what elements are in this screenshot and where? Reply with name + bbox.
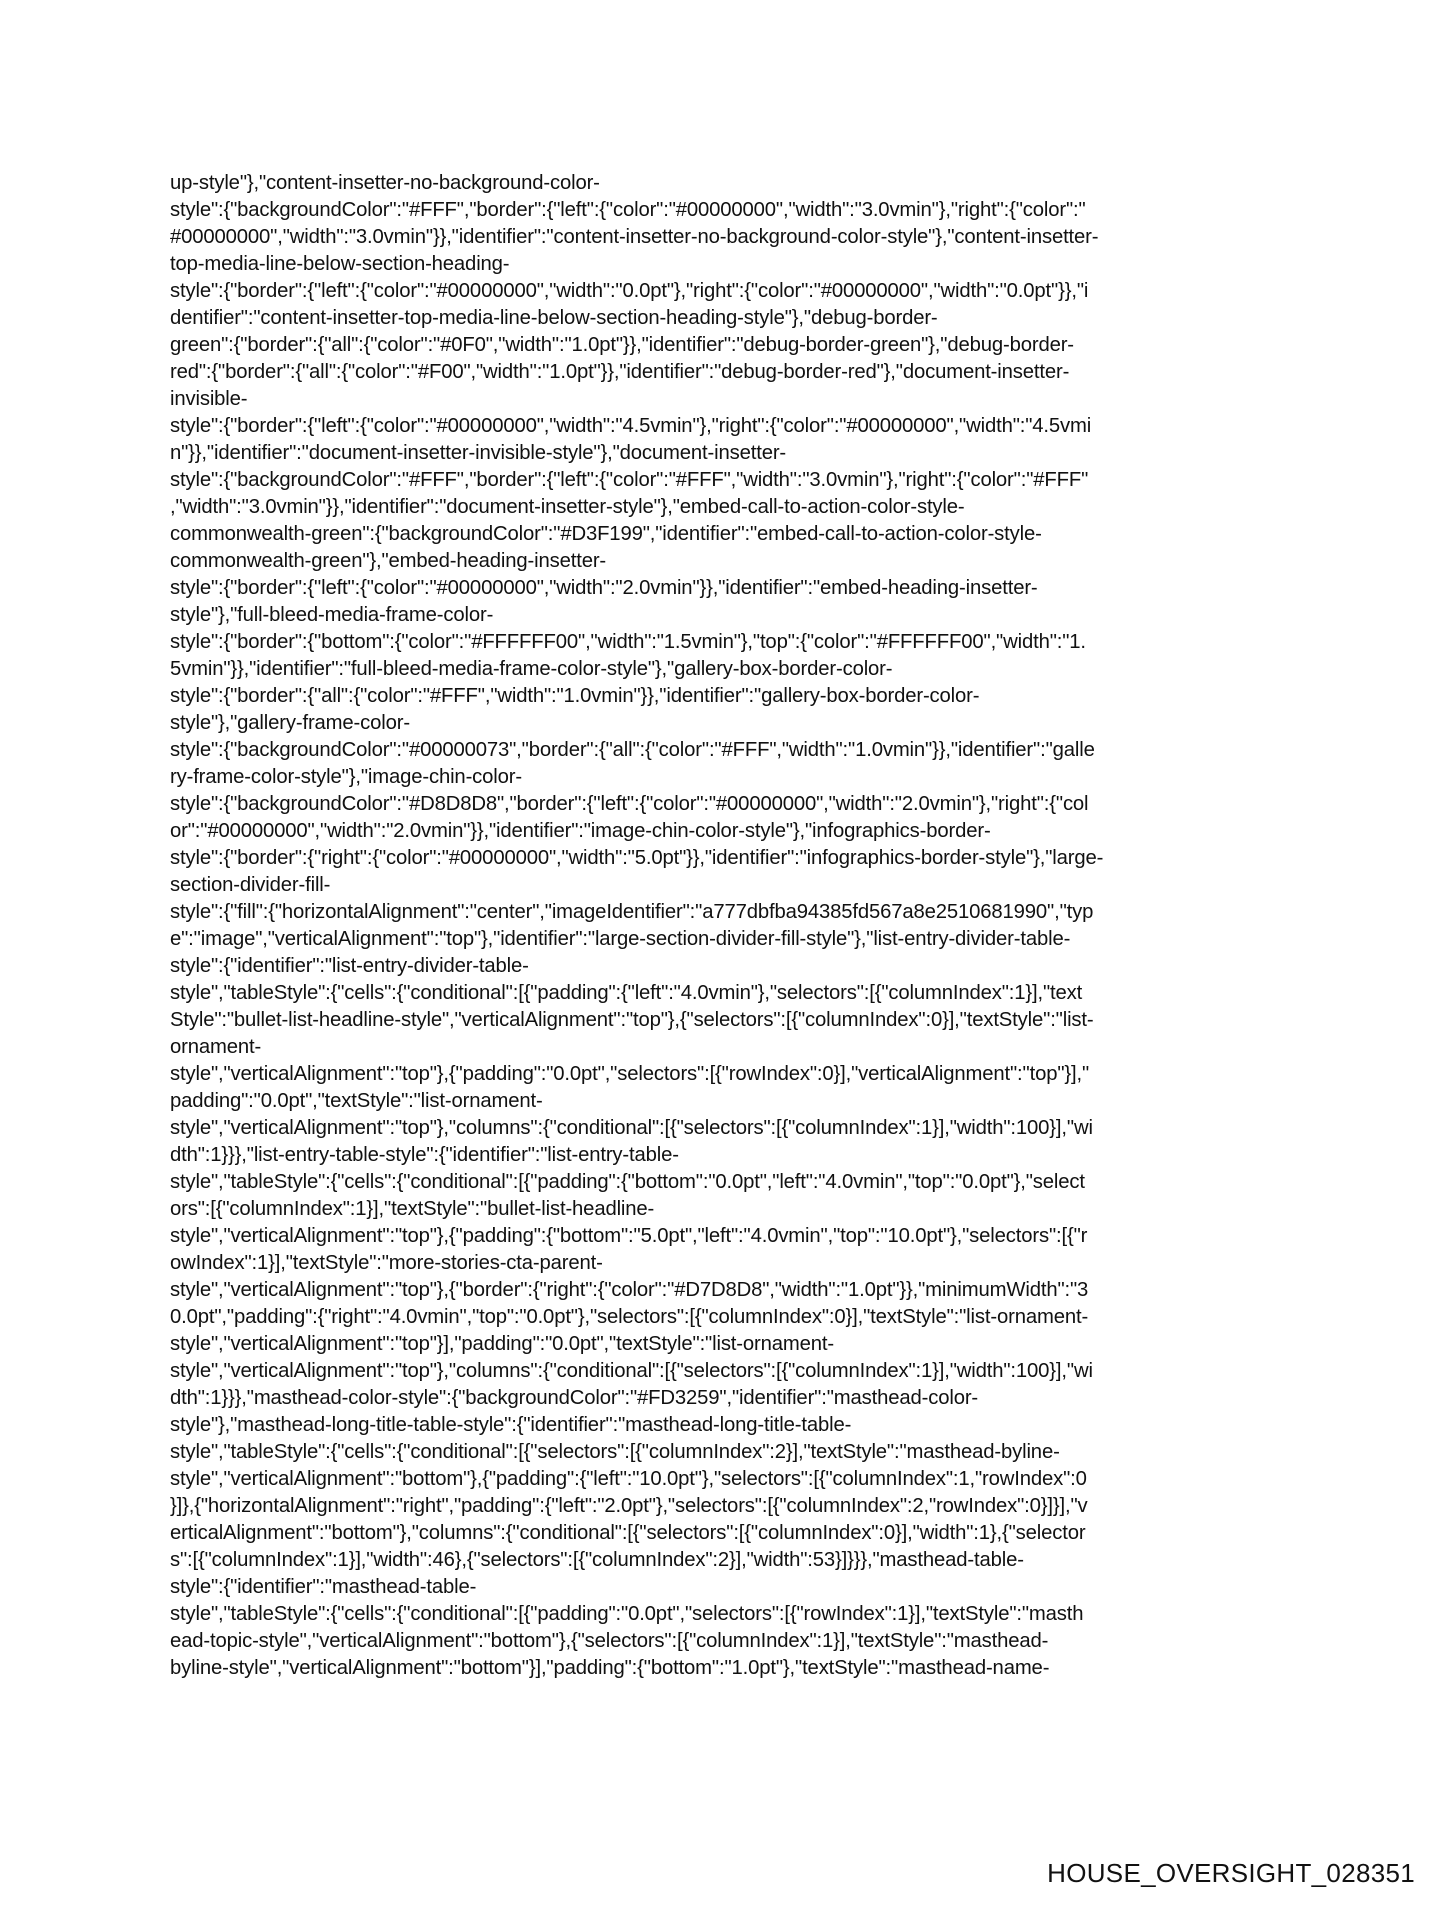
text-line: style","verticalAlignment":"top"}],"padding":"0.0pt","textStyle":"list-ornament-: [170, 1333, 834, 1355]
text-line: style":{"backgroundColor":"#FFF","border":{"left":{"color":"#FFF","width":"3.0vmin"},"right":{"color":"#FFF": [170, 469, 1089, 491]
text-line: s":[{"columnIndex":1}],"width":46},{"selectors":[{"columnIndex":2}],"width":53}]}}},"masthead-table-: [170, 1549, 1024, 1571]
text-line: style","verticalAlignment":"top"},{"padding":"0.0pt","selectors":[{"rowIndex":0}],"verticalAlignment":"top"}],": [170, 1063, 1090, 1085]
text-line: style":{"backgroundColor":"#00000073","border":{"all":{"color":"#FFF","width":"1.0vmin"}},"identifier":"galle: [170, 739, 1095, 761]
text-line: style","verticalAlignment":"top"},{"border":{"right":{"color":"#D7D8D8","width":"1.0pt"}},"minimumWidth":"3: [170, 1279, 1089, 1301]
text-line: ors":[{"columnIndex":1}],"textStyle":"bullet-list-headline-: [170, 1198, 655, 1220]
text-line: e":"image","verticalAlignment":"top"},"identifier":"large-section-divider-fill-style"},"list-entry-divider-table-: [170, 928, 1071, 950]
text-line: style":{"border":{"bottom":{"color":"#FFFFFF00","width":"1.5vmin"},"top":{"color":"#FFFFFF00","width":"1.: [170, 631, 1086, 653]
text-line: commonwealth-green"},"embed-heading-insetter-: [170, 550, 607, 572]
text-line: style":{"border":{"left":{"color":"#00000000","width":"0.0pt"},"right":{"color":"#00000000","width":"0.0pt"}},"i: [170, 280, 1089, 302]
text-line: red":{"border":{"all":{"color":"#F00","width":"1.0pt"}},"identifier":"debug-border-red"},"document-insetter-: [170, 361, 1070, 383]
text-line: style"},"gallery-frame-color-: [170, 712, 410, 734]
text-line: dentifier":"content-insetter-top-media-line-below-section-heading-style"},"debug-border-: [170, 307, 938, 329]
text-line: 5vmin"}},"identifier":"full-bleed-media-frame-color-style"},"gallery-box-border-color-: [170, 658, 893, 680]
text-line: invisible-: [170, 388, 248, 410]
text-line: erticalAlignment":"bottom"},"columns":{"conditional":[{"selectors":[{"columnIndex":0}],"width":1},{"selector: [170, 1522, 1086, 1544]
text-line: green":{"border":{"all":{"color":"#0F0","width":"1.0pt"}},"identifier":"debug-border-green"},"debug-border-: [170, 334, 1074, 356]
text-line: up-style"},"content-insetter-no-background-color-: [170, 172, 600, 194]
text-line: style":{"border":{"left":{"color":"#00000000","width":"2.0vmin"}},"identifier":"embed-heading-insetter-: [170, 577, 1038, 599]
text-line: n"}},"identifier":"document-insetter-invisible-style"},"document-insetter-: [170, 442, 787, 464]
text-line: style"},"masthead-long-title-table-style":{"identifier":"masthead-long-title-table-: [170, 1414, 852, 1436]
text-line: style","verticalAlignment":"top"},"columns":{"conditional":[{"selectors":[{"columnIndex":1}],"width":100}],"wi: [170, 1117, 1093, 1139]
text-line: style":{"backgroundColor":"#FFF","border":{"left":{"color":"#00000000","width":"3.0vmin"},"right":{"color":": [170, 199, 1086, 221]
text-line: style","tableStyle":{"cells":{"conditional":[{"padding":"0.0pt","selectors":[{"rowIndex":1}],"textStyle":"masth: [170, 1603, 1084, 1625]
text-line: style":{"identifier":"list-entry-divider-table-: [170, 955, 529, 977]
text-line: byline-style","verticalAlignment":"bottom"}],"padding":{"bottom":"1.0pt"},"textStyle":"masthead-name-: [170, 1657, 1050, 1679]
text-line: style","tableStyle":{"cells":{"conditional":[{"padding":{"left":"4.0vmin"},"selectors":[{"columnIndex":1}],"text: [170, 982, 1083, 1004]
text-line: padding":"0.0pt","textStyle":"list-ornament-: [170, 1090, 543, 1112]
text-line: style","verticalAlignment":"top"},{"padding":{"bottom":"5.0pt","left":"4.0vmin","top":"10.0pt"},"selectors":[{"r: [170, 1225, 1088, 1247]
text-line: style":{"identifier":"masthead-table-: [170, 1576, 477, 1598]
text-line: ead-topic-style","verticalAlignment":"bottom"},{"selectors":[{"columnIndex":1}],"textStyle":"masthead-: [170, 1630, 1049, 1652]
text-line: top-media-line-below-section-heading-: [170, 253, 510, 275]
text-line: style":{"border":{"all":{"color":"#FFF","width":"1.0vmin"}},"identifier":"gallery-box-border-color-: [170, 685, 980, 707]
text-line: Style":"bullet-list-headline-style","verticalAlignment":"top"},{"selectors":[{"columnIndex":0}],"textStyle":"list-: [170, 1009, 1094, 1031]
text-line: style":{"border":{"right":{"color":"#00000000","width":"5.0pt"}},"identifier":"infographics-border-style"},"large-: [170, 847, 1104, 869]
text-line: or":"#00000000","width":"2.0vmin"}},"identifier":"image-chin-color-style"},"infographics-border-: [170, 820, 991, 842]
text-line: 0.0pt","padding":{"right":"4.0vmin","top":"0.0pt"},"selectors":[{"columnIndex":0}],"textStyle":"list-ornament-: [170, 1306, 1089, 1328]
text-line: section-divider-fill-: [170, 874, 331, 896]
text-line: ornament-: [170, 1036, 262, 1058]
text-line: style":{"fill":{"horizontalAlignment":"center","imageIdentifier":"a777dbfba94385fd567a8e2510681990","typ: [170, 901, 1094, 923]
text-line: style","verticalAlignment":"top"},"columns":{"conditional":[{"selectors":[{"columnIndex":1}],"width":100}],"wi: [170, 1360, 1093, 1382]
text-line: ,"width":"3.0vmin"}},"identifier":"document-insetter-style"},"embed-call-to-action-color-style-: [170, 496, 965, 518]
bates-number: HOUSE_OVERSIGHT_028351: [1047, 1858, 1415, 1888]
text-line: style":{"backgroundColor":"#D8D8D8","border":{"left":{"color":"#00000000","width":"2.0vmin"},"right":{"col: [170, 793, 1089, 815]
text-line: dth":1}}},"masthead-color-style":{"backgroundColor":"#FD3259","identifier":"masthead-color-: [170, 1387, 979, 1409]
text-line: style","verticalAlignment":"bottom"},{"padding":{"left":"10.0pt"},"selectors":[{"columnIndex":1,"rowIndex":0: [170, 1468, 1087, 1490]
text-line: dth":1}}},"list-entry-table-style":{"identifier":"list-entry-table-: [170, 1144, 679, 1166]
text-line: #00000000","width":"3.0vmin"}},"identifier":"content-insetter-no-background-color-style"},"content-insetter-: [170, 226, 1099, 248]
text-line: ry-frame-color-style"},"image-chin-color-: [170, 766, 522, 788]
document-body: [170, 170, 1290, 1682]
text-line: style","tableStyle":{"cells":{"conditional":[{"padding":{"bottom":"0.0pt","left":"4.0vmin","top":"0.0pt"},"select: [170, 1171, 1085, 1193]
text-line: style":{"border":{"left":{"color":"#00000000","width":"4.5vmin"},"right":{"color":"#00000000","width":"4.5vmi: [170, 415, 1092, 437]
text-line: style"},"full-bleed-media-frame-color-: [170, 604, 494, 626]
text-line: commonwealth-green":{"backgroundColor":"#D3F199","identifier":"embed-call-to-action-color-style-: [170, 523, 1042, 545]
text-line: }]},{"horizontalAlignment":"right","padding":{"left":"2.0pt"},"selectors":[{"columnIndex":2,"rowIndex":0}]}],"v: [170, 1495, 1088, 1517]
text-line: style","tableStyle":{"cells":{"conditional":[{"selectors":[{"columnIndex":2}],"textStyle":"masthead-byline-: [170, 1441, 1060, 1463]
text-line: owIndex":1}],"textStyle":"more-stories-cta-parent-: [170, 1252, 603, 1274]
